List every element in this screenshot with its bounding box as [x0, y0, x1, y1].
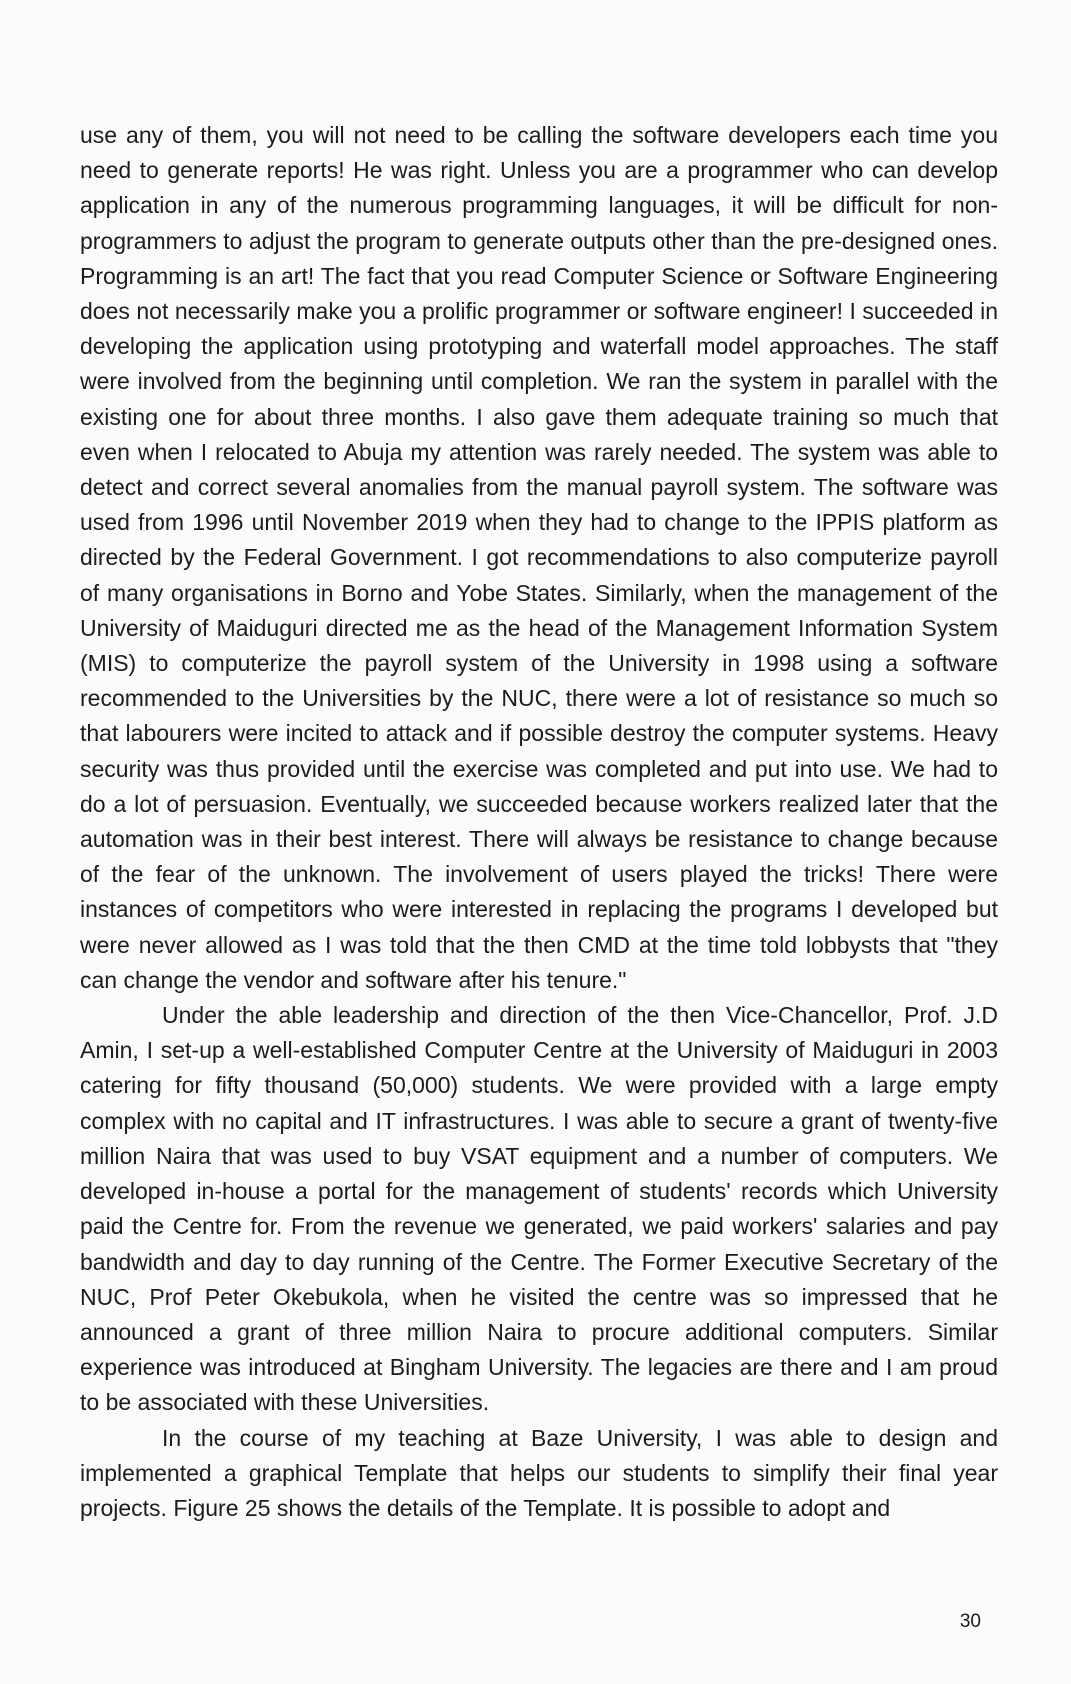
body-text [80, 118, 998, 1526]
paragraph-computer-centre: Under the able leadership and direction of the then Vice-Chancellor, Prof. J.D Amin, I set-up a well-established Computer Centre at the University of Maiduguri in 2003 catering for fifty thousand (50,000) students. We were provided with a large empty complex with no capital and IT infrastructures. I was able to secure a grant of twenty-five million Naira that was used to buy VSAT equipment and a number of computers. We developed in-house a portal for the management of students' records which University paid the Centre for. From the revenue we generated, we paid workers' salaries and pay bandwidth and day to day running of the Centre. The Former Executive Secretary of the NUC, Prof Peter Okebukola, when he visited the centre was so impressed that he announced a grant of three million Naira to procure additional computers. Similar experience was introduced at Bingham University. The legacies are there and I am proud to be associated with these Universities. [80, 1002, 998, 1416]
paragraph-payroll-system: use any of them, you will not need to be calling the software developers each time you need to generate reports! He was right. Unless you are a programmer who can develop application in any of the numerous programming languages, it will be difficult for non-programmers to adjust the program to generate outputs other than the pre-designed ones. Programming is an art! The fact that you read Computer Science or Software Engineering does not necessarily make you a prolific programmer or software engineer! I succeeded in developing the application using prototyping and waterfall model approaches. The staff were involved from the beginning until completion. We ran the system in parallel with the existing one for about three months. I also gave them adequate training so much that even when I relocated to Abuja my attention was rarely needed. The system was able to detect and correct several anomalies from the manual payroll system. The software was used from 1996 until November 2019 when they had to change to the IPPIS platform as directed by the Federal Government. I got recommendations to also computerize payroll of many organisations in Borno and Yobe States. Similarly, when the management of the University of Maiduguri directed me as the head of the Management Information System (MIS) to computerize the payroll system of the University in 1998 using a software recommended to the Universities by the NUC, there were a lot of resistance so much so that labourers were incited to attack and if possible destroy the computer systems. Heavy security was thus provided until the exercise was completed and put into use. We had to do a lot of persuasion. Eventually, we succeeded because workers realized later that the automation was in their best interest. There will always be resistance to change because of the fear of the unknown. The involvement of users played the tricks! There were instances of competitors who were interested in replacing the programs I developed but were never allowed as I was told that the then CMD at the time told lobbysts that "they can change the vendor and software after his tenure." [80, 122, 998, 993]
page-number: 30 [959, 1611, 981, 1632]
paragraph-baze-template: In the course of my teaching at Baze University, I was able to design and implemented a graphical Template that helps our students to simplify their final year projects. Figure 25 shows the details of the Template. It is possible to adopt and [80, 1424, 998, 1521]
